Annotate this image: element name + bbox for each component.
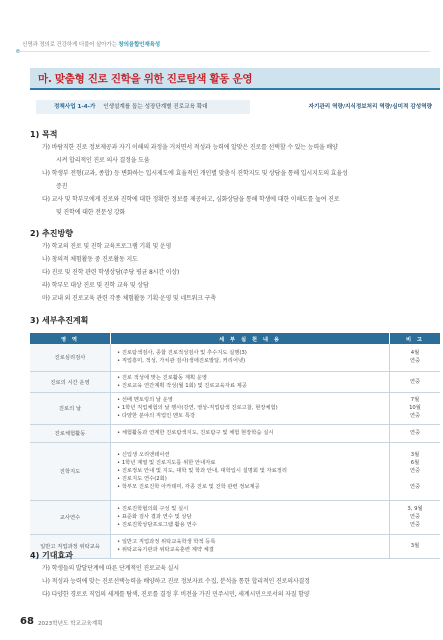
policy-pill <box>36 100 250 114</box>
row-area: 진로체험활동 <box>30 424 111 442</box>
note-line: 10월 <box>409 405 421 411</box>
note-line: 연중 <box>409 484 421 490</box>
row-area: 진로의 날 <box>30 392 111 424</box>
plan-heading: 3) 세부추진계획 <box>30 316 89 325</box>
purpose-heading: 1) 목적 <box>30 130 58 139</box>
table-row <box>30 442 440 500</box>
table-row <box>30 344 440 371</box>
purpose-item: 다) 교사 및 학부모에게 진로와 진학에 대한 정확한 정보를 제공하고, 심화상담을 통해 학생에 대한 이해도를 높여 진로 <box>42 196 340 203</box>
note-line <box>390 475 440 483</box>
direction-item: 다) 진로 및 진학 관련 학생상담(주당 평균 8시간 이상) <box>42 269 180 276</box>
col-header-area: 영 역 <box>30 333 111 344</box>
row-area: 진로의 시간 운영 <box>30 371 111 392</box>
direction-item: 가) 학교의 진로 및 진학 교육프로그램 기획 및 운영 <box>42 243 172 250</box>
row-item: • 진로교육 연간계획 작성(월 1회) 및 진로교육자료 제공 <box>117 382 389 390</box>
effect-item: 다) 다양한 경로로 직업의 세계를 탐색, 진로를 결정 후 비전을 가진 민주시민, 세계시민으로서의 자질 함양 <box>42 591 310 598</box>
policy-row <box>30 100 440 114</box>
col-header-content: 세 부 실 천 내 용 <box>111 333 390 344</box>
row-item: • 학부모 진로진학 아카데미, 각종 진로 및 진학 관련 정보제공 <box>117 483 389 491</box>
row-area: 진로심리검사 <box>30 344 111 371</box>
purpose-item: 시켜 합리적인 진로 의사 결정을 도움 <box>56 157 150 164</box>
row-item: • 진로진학협의회 구성 및 실시 <box>117 505 389 513</box>
col-header-note: 비 고 <box>390 333 441 344</box>
purpose-item: 및 진학에 대한 전문성 강화 <box>56 209 126 216</box>
row-item: • 신입생 오리엔테이션 <box>117 451 389 459</box>
purpose-item: 증진 <box>56 183 68 190</box>
row-item: • 체험활동과 연계한 진로탐색지도, 진로탐구 및 체험 현장학습 실시 <box>117 429 389 437</box>
direction-heading: 2) 추진방향 <box>30 229 73 238</box>
note-line: 연중 <box>409 358 421 365</box>
note-line: 연중 <box>409 430 421 436</box>
title-bar <box>30 68 440 88</box>
row-item: • 진로지도 연수(2회) <box>117 475 389 483</box>
row-area: 일반고 직업과정 위탁교육 <box>30 534 111 558</box>
row-item: • 진로진학상담프로그램 활용 연수 <box>117 521 389 529</box>
row-note <box>390 500 441 534</box>
note-line: 연중 <box>409 378 421 385</box>
row-item: • 진로탐색검사, 종합 진로적성검사 및 추수지도 실행(3) <box>117 349 389 357</box>
note-line: 연중 <box>409 522 421 528</box>
purpose-item: 가) 바람직한 진로 정보제공과 자기 이해의 과정을 거치면서 적성과 능력에 알맞은 진로를 선택할 수 있는 능력을 배양 <box>42 144 338 151</box>
direction-item: 나) 창의적 체험활동 중 진로활동 지도 <box>42 256 138 263</box>
header-rule <box>18 51 430 52</box>
row-item: • 위탁교육기관과 위탁교육훈련 계약 체결 <box>117 546 389 554</box>
table-row <box>30 424 440 442</box>
row-content <box>111 392 390 424</box>
row-item: • 직업흥미, 적성, 가치관 검사(생애진로발달, 커리어넷) <box>117 357 389 365</box>
row-content <box>111 344 390 371</box>
table-row <box>30 371 440 392</box>
page-title: 마. 맞춤형 진로 진학을 위한 진로탐색 활동 운영 <box>38 73 253 85</box>
row-note <box>390 534 441 558</box>
row-note <box>390 371 441 392</box>
effect-item: 가) 학생들의 발달단계에 따른 단계적인 진로교육 실시 <box>42 565 179 572</box>
row-note <box>390 344 441 371</box>
table-row <box>30 534 440 558</box>
row-item: • 1학년 직업체험의 날 행사(강연, 영상-직업탐색 진로고찰, 현장체험) <box>117 404 389 412</box>
header-line <box>22 40 160 48</box>
header-brand: 창의융합인재육성 <box>118 42 160 48</box>
note-line: 7월 <box>410 397 420 403</box>
row-area: 진학지도 <box>30 442 111 500</box>
row-content <box>111 534 390 558</box>
note-line: 3, 9월 <box>407 506 423 512</box>
plan-table <box>30 333 440 559</box>
note-line: 연중 <box>409 468 421 474</box>
row-note <box>390 442 441 500</box>
table-header-row <box>30 333 440 344</box>
note-line: 연중 <box>409 514 421 520</box>
row-note <box>390 424 441 442</box>
policy-label: 정책사업 1-4-가 <box>54 104 96 110</box>
row-item: • 1학년 계열 및 진로지도를 위한 안내자료 <box>117 459 389 467</box>
row-content <box>111 442 390 500</box>
note-line: 3월 <box>410 543 420 549</box>
header-prefix: 신명과 정의로 건강하게 더불어 살아가는 <box>22 42 117 48</box>
row-content <box>111 371 390 392</box>
row-item: • 선배 멘토링의 날 운영 <box>117 396 389 404</box>
note-line: 연중 <box>409 413 421 419</box>
policy-text: 인생설계를 돕는 성장단계별 진로교육 확대 <box>103 104 208 110</box>
note-line: 3월 <box>410 452 420 458</box>
row-item: • 다양한 분야의 직업인 멘토 특강 <box>117 412 389 420</box>
table-row <box>30 392 440 424</box>
direction-item: 마) 교내 외 진로교육 관련 각종 체험활동 기획·운영 및 네트워크 구축 <box>42 295 216 302</box>
policy-tags: 자기관리 역량/지식정보처리 역량/심미적 감성역량 <box>308 104 432 110</box>
row-item: • 표준화 검사 결과 연수 및 상담 <box>117 513 389 521</box>
row-item: • 일반고 직업과정 위탁교육학생 학적 등록 <box>117 538 389 546</box>
row-note <box>390 392 441 424</box>
table-row <box>30 500 440 534</box>
direction-item: 라) 학부모 대상 진로 및 진학 교육 및 상담 <box>42 282 149 289</box>
footer-text: 2023학년도 학교교육계획 <box>38 621 103 627</box>
purpose-item: 나) 학생부 전형(교과, 종합) 등 변화하는 입시제도에 효율적인 개인별 맞춤식 진학지도 및 상담을 통해 입시지도의 효율성 <box>42 170 348 177</box>
page-number: 68 <box>20 616 34 627</box>
row-area: 교사연수 <box>30 500 111 534</box>
row-content <box>111 424 390 442</box>
row-content <box>111 500 390 534</box>
row-item: • 진로정보 안내 및 지도, 대학 및 학과 안내, 대학입시 설명회 및 자료정리 <box>117 467 389 475</box>
note-line: 4월 <box>410 350 420 357</box>
effect-heading: 4) 기대효과 <box>30 551 73 560</box>
note-line: 6월 <box>410 460 420 466</box>
effect-item: 나) 적성과 능력에 맞는 진로선택능력을 배양하고 진로 정보자료 수집, 분석을 통한 합리적인 진로의사결정 <box>42 578 310 585</box>
row-item: • 진로 적성에 맞는 진로활동 계획 운영 <box>117 374 389 382</box>
